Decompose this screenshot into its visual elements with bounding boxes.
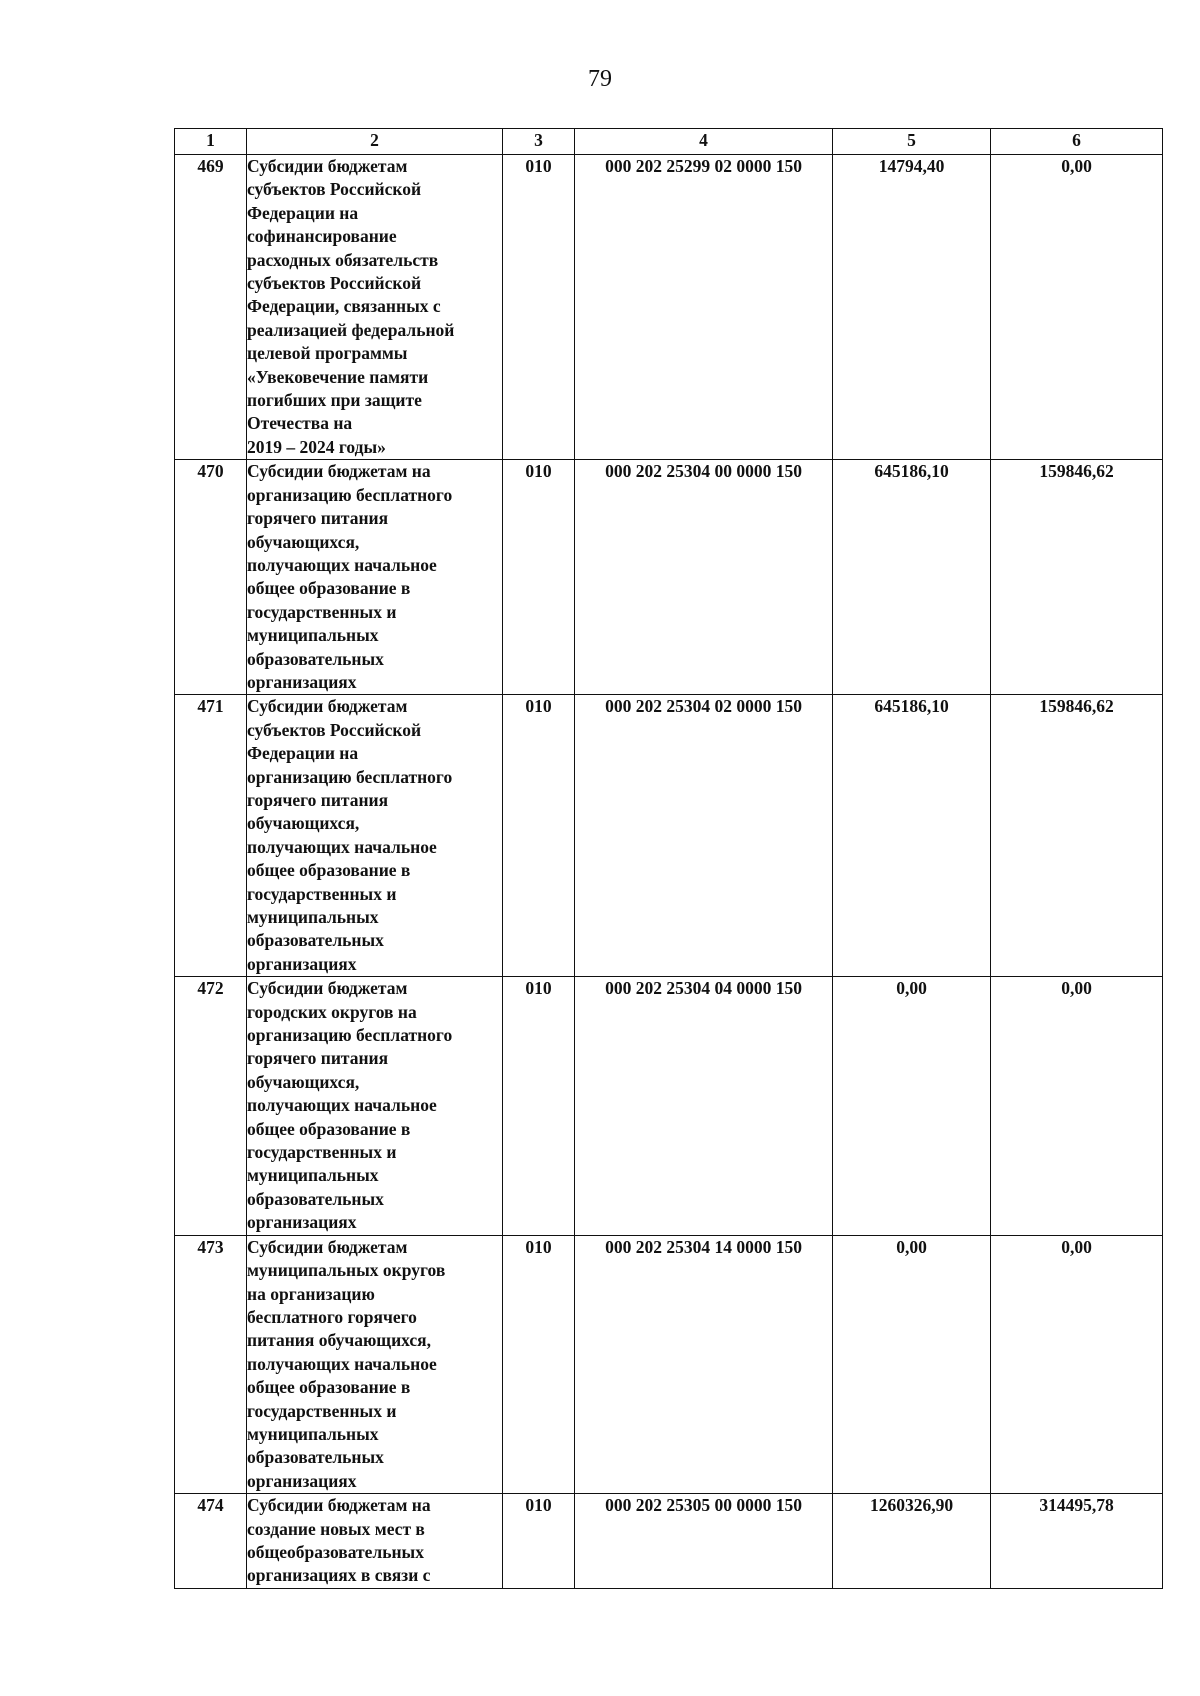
row-admin-code: 010	[503, 977, 575, 1235]
row-admin-code: 010	[503, 1235, 575, 1493]
description-line: на организацию	[247, 1283, 375, 1304]
description-line: субъектов Российской	[247, 273, 422, 294]
description-line: общее образование в	[247, 1118, 411, 1139]
row-number: 469	[175, 155, 247, 460]
description-line: питания обучающихся,	[247, 1330, 432, 1351]
description-line: общее образование в	[247, 860, 411, 881]
row-budget-classification-code: 000 202 25304 00 0000 150	[575, 460, 833, 695]
description-line: 2019 – 2024 годы»	[247, 436, 386, 457]
row-admin-code: 010	[503, 155, 575, 460]
row-description	[247, 695, 503, 977]
description-line: горячего питания	[247, 789, 389, 810]
description-line: городских округов на	[247, 1001, 417, 1022]
description-line: бесплатного горячего	[247, 1306, 417, 1327]
description-line: погибших при защите	[247, 390, 422, 411]
row-number: 472	[175, 977, 247, 1235]
description-line: муниципальных округов	[247, 1260, 446, 1281]
description-line: Субсидии бюджетам	[247, 696, 408, 717]
row-number: 470	[175, 460, 247, 695]
row-description	[247, 155, 503, 460]
description-line: создание новых мест в	[247, 1518, 425, 1539]
row-budget-classification-code: 000 202 25304 02 0000 150	[575, 695, 833, 977]
description-line: организацию бесплатного	[247, 484, 453, 505]
row-value-col-6: 0,00	[991, 1235, 1163, 1493]
description-line: организацию бесплатного	[247, 1025, 453, 1046]
description-line: получающих начальное	[247, 554, 437, 575]
description-line: обучающихся,	[247, 531, 360, 552]
page-number: 79	[588, 66, 612, 92]
description-line: организациях в связи с	[247, 1565, 431, 1586]
row-description	[247, 1235, 503, 1493]
table-row	[175, 977, 1163, 1235]
description-line: государственных и	[247, 1142, 397, 1163]
description-line: организациях	[247, 671, 357, 692]
description-line: государственных и	[247, 883, 397, 904]
description-line: муниципальных	[247, 1423, 379, 1444]
row-value-col-6: 159846,62	[991, 695, 1163, 977]
header-col-4: 4	[575, 129, 833, 155]
description-line: образовательных	[247, 930, 384, 951]
description-line: горячего питания	[247, 1048, 389, 1069]
row-description	[247, 1494, 503, 1589]
description-line: организациях	[247, 1212, 357, 1233]
row-value-col-6: 0,00	[991, 155, 1163, 460]
row-budget-classification-code: 000 202 25305 00 0000 150	[575, 1494, 833, 1589]
row-value-col-6: 0,00	[991, 977, 1163, 1235]
description-line: горячего питания	[247, 508, 389, 529]
row-value-col-5: 645186,10	[833, 695, 991, 977]
description-line: муниципальных	[247, 1165, 379, 1186]
description-line: Субсидии бюджетам на	[247, 1495, 431, 1516]
description-line: образовательных	[247, 1188, 384, 1209]
description-line: организациях	[247, 953, 357, 974]
description-line: образовательных	[247, 648, 384, 669]
header-col-6: 6	[991, 129, 1163, 155]
row-admin-code: 010	[503, 460, 575, 695]
row-value-col-5: 0,00	[833, 977, 991, 1235]
row-budget-classification-code: 000 202 25304 04 0000 150	[575, 977, 833, 1235]
row-number: 473	[175, 1235, 247, 1493]
description-line: Отечества на	[247, 413, 353, 434]
row-value-col-6: 159846,62	[991, 460, 1163, 695]
description-line: софинансирование	[247, 226, 397, 247]
header-col-5: 5	[833, 129, 991, 155]
description-line: Субсидии бюджетам на	[247, 461, 431, 482]
row-admin-code: 010	[503, 1494, 575, 1589]
description-line: получающих начальное	[247, 1095, 437, 1116]
description-line: общее образование в	[247, 578, 411, 599]
description-line: расходных обязательств	[247, 249, 439, 270]
row-description	[247, 977, 503, 1235]
row-budget-classification-code: 000 202 25304 14 0000 150	[575, 1235, 833, 1493]
row-number: 474	[175, 1494, 247, 1589]
row-budget-classification-code: 000 202 25299 02 0000 150	[575, 155, 833, 460]
description-line: организациях	[247, 1470, 357, 1491]
description-line: субъектов Российской	[247, 719, 422, 740]
description-line: Субсидии бюджетам	[247, 1236, 408, 1257]
description-line: получающих начальное	[247, 836, 437, 857]
description-line: государственных и	[247, 601, 397, 622]
description-line: Субсидии бюджетам	[247, 978, 408, 999]
header-col-2: 2	[247, 129, 503, 155]
row-value-col-5: 1260326,90	[833, 1494, 991, 1589]
description-line: целевой программы	[247, 343, 408, 364]
description-line: организацию бесплатного	[247, 766, 453, 787]
row-number: 471	[175, 695, 247, 977]
header-col-1: 1	[175, 129, 247, 155]
description-line: государственных и	[247, 1400, 397, 1421]
description-line: Федерации на	[247, 743, 359, 764]
header-col-3: 3	[503, 129, 575, 155]
row-value-col-5: 14794,40	[833, 155, 991, 460]
table-row	[175, 1235, 1163, 1493]
description-line: муниципальных	[247, 625, 379, 646]
table-row	[175, 460, 1163, 695]
table-row	[175, 155, 1163, 460]
description-line: обучающихся,	[247, 813, 360, 834]
row-value-col-6: 314495,78	[991, 1494, 1163, 1589]
table-body	[175, 155, 1163, 1589]
description-line: субъектов Российской	[247, 179, 422, 200]
description-line: Федерации на	[247, 202, 359, 223]
description-line: муниципальных	[247, 907, 379, 927]
description-line: общеобразовательных	[247, 1541, 424, 1562]
header-row	[175, 129, 1163, 155]
table-row	[175, 695, 1163, 977]
description-line: реализацией федеральной	[247, 319, 455, 340]
row-admin-code: 010	[503, 695, 575, 977]
description-line: Субсидии бюджетам	[247, 156, 408, 176]
description-line: образовательных	[247, 1447, 384, 1468]
description-line: получающих начальное	[247, 1353, 437, 1374]
description-line: обучающихся,	[247, 1071, 360, 1092]
description-line: Федерации, связанных с	[247, 296, 441, 317]
row-description	[247, 460, 503, 695]
description-line: «Увековечение памяти	[247, 366, 429, 387]
budget-table	[174, 128, 1163, 1589]
table-row	[175, 1494, 1163, 1589]
row-value-col-5: 645186,10	[833, 460, 991, 695]
description-line: общее образование в	[247, 1377, 411, 1398]
row-value-col-5: 0,00	[833, 1235, 991, 1493]
